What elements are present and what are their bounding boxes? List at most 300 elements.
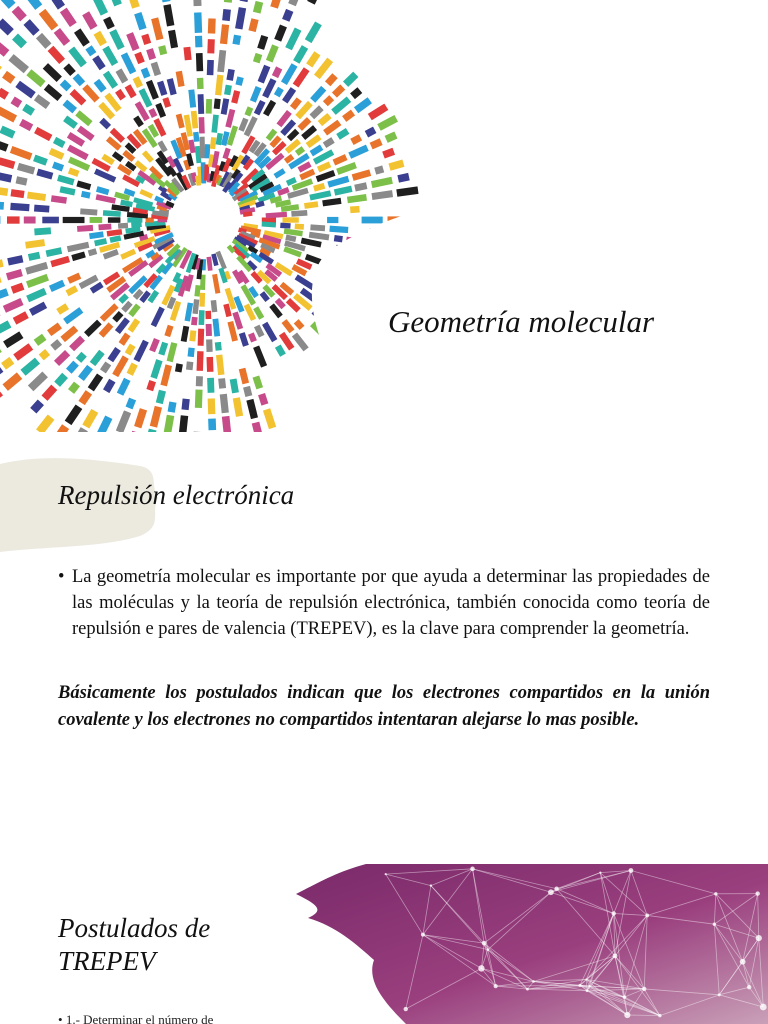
burst-segment	[133, 76, 143, 88]
burst-segment	[73, 74, 86, 87]
burst-segment	[334, 235, 343, 242]
burst-segment	[0, 57, 2, 74]
burst-segment	[60, 8, 77, 27]
network-node	[487, 948, 490, 951]
burst-segment	[322, 198, 341, 207]
network-background-image	[296, 864, 768, 1024]
burst-segment	[347, 194, 367, 203]
burst-segment	[96, 186, 109, 195]
burst-segment	[119, 333, 131, 346]
burst-segment	[230, 378, 239, 393]
burst-segment	[134, 408, 147, 428]
network-node	[586, 989, 589, 992]
network-node	[747, 985, 751, 989]
burst-segment	[30, 399, 44, 413]
burst-segment	[34, 334, 47, 346]
burst-segment	[0, 288, 9, 301]
burst-segment	[189, 330, 196, 341]
burst-segment	[120, 249, 136, 260]
burst-segment	[36, 33, 52, 49]
burst-segment	[354, 97, 372, 113]
burst-segment	[109, 235, 121, 243]
burst-segment	[323, 95, 334, 106]
network-node	[578, 984, 581, 987]
burst-segment	[368, 104, 389, 121]
network-node	[385, 873, 387, 875]
burst-segment	[109, 0, 122, 6]
burst-segment	[313, 183, 325, 192]
network-node	[404, 1007, 408, 1011]
burst-segment	[51, 195, 67, 204]
burst-segment	[68, 382, 80, 394]
burst-segment	[352, 169, 371, 181]
burst-segment	[188, 347, 195, 357]
burst-segment	[57, 175, 75, 186]
burst-segment	[27, 0, 42, 10]
burst-segment	[250, 86, 262, 103]
burst-segment	[275, 344, 286, 356]
slide-heading	[58, 912, 210, 978]
burst-segment	[199, 117, 205, 133]
burst-segment	[288, 0, 300, 6]
burst-segment	[99, 118, 111, 130]
burst-segment	[206, 339, 213, 352]
burst-segment	[108, 217, 121, 223]
burst-segment	[84, 320, 102, 337]
burst-segment	[334, 186, 353, 196]
burst-segment	[90, 350, 105, 366]
burst-segment	[333, 154, 348, 165]
burst-segment	[76, 352, 87, 363]
burst-segment	[216, 355, 224, 376]
burst-segment	[19, 119, 33, 131]
burst-segment	[49, 280, 65, 292]
burst-segment	[148, 290, 160, 303]
list-item-text: 1.- Determinar el número de	[65, 1012, 214, 1024]
burst-segment	[207, 39, 214, 53]
burst-segment	[42, 217, 59, 224]
burst-segment	[150, 359, 162, 379]
network-node	[613, 953, 618, 958]
burst-segment	[307, 0, 319, 5]
burst-segment	[96, 415, 112, 432]
network-node	[599, 872, 601, 874]
burst-segment	[24, 217, 36, 224]
burst-segment	[29, 302, 47, 316]
burst-segment	[7, 216, 20, 223]
burst-segment	[74, 28, 90, 46]
burst-segment	[226, 69, 234, 81]
burst-segment	[244, 304, 256, 322]
burst-segment	[164, 325, 173, 337]
burst-segment	[121, 52, 136, 74]
burst-segment	[36, 414, 54, 432]
burst-segment	[257, 35, 268, 50]
white-sweep	[300, 160, 768, 432]
burst-segment	[305, 21, 322, 43]
burst-segment	[92, 55, 105, 70]
burst-segment	[258, 65, 271, 84]
burst-segment	[196, 376, 203, 386]
burst-segment	[295, 146, 305, 156]
burst-segment	[0, 106, 17, 122]
burst-segment	[195, 389, 203, 408]
burst-segment	[151, 17, 163, 40]
burst-segment	[181, 399, 189, 411]
burst-segment	[211, 114, 218, 132]
bullet-dot: •	[58, 1012, 66, 1024]
burst-segment	[194, 12, 202, 33]
burst-segment	[36, 169, 53, 180]
burst-segment	[11, 283, 25, 294]
burst-segment	[210, 137, 216, 149]
burst-segment	[142, 150, 154, 162]
burst-segment	[186, 361, 193, 370]
burst-segment	[94, 168, 116, 182]
burst-segment	[34, 205, 50, 213]
burst-segment	[20, 358, 40, 376]
burst-segment	[336, 162, 357, 175]
burst-segment	[233, 296, 244, 313]
title-slide	[0, 0, 768, 432]
burst-segment	[23, 19, 39, 36]
burst-segment	[362, 217, 383, 224]
burst-segment	[206, 357, 213, 372]
network-node	[624, 1012, 630, 1018]
burst-segment	[317, 161, 331, 172]
burst-segment	[293, 45, 308, 64]
network-node	[612, 911, 616, 915]
network-node	[658, 1014, 661, 1017]
burst-segment	[17, 163, 35, 175]
burst-segment	[118, 223, 128, 229]
burst-segment	[282, 9, 293, 22]
burst-segment	[82, 11, 97, 30]
burst-segment	[208, 18, 216, 33]
burst-segment	[292, 332, 309, 351]
burst-segment	[272, 66, 282, 78]
burst-segment	[28, 252, 41, 261]
burst-segment	[244, 106, 253, 116]
burst-segment	[46, 247, 63, 257]
burst-segment	[63, 63, 75, 76]
burst-segment	[134, 52, 145, 64]
emphasis-paragraph: Básicamente los postulados indican que los electrones compartidos en la unión covalente y los electrones no compartidos intentaran alejarse lo mas posible.	[58, 683, 710, 730]
burst-segment	[220, 394, 229, 413]
burst-segment	[371, 177, 393, 188]
burst-segment	[0, 157, 15, 169]
burst-segment	[126, 32, 139, 51]
burst-segment	[76, 180, 91, 190]
burst-segment	[39, 9, 59, 31]
burst-segment	[176, 114, 185, 129]
burst-segment	[274, 25, 287, 42]
burst-segment	[232, 35, 241, 45]
burst-segment	[3, 331, 23, 348]
burst-segment	[235, 76, 243, 86]
network-node	[755, 891, 759, 895]
burst-segment	[10, 146, 33, 160]
burst-segment	[128, 318, 141, 332]
burst-segment	[15, 81, 35, 99]
burst-segment	[39, 349, 50, 360]
burst-segment	[163, 4, 174, 26]
burst-segment	[382, 148, 395, 159]
burst-segment	[287, 188, 309, 199]
burst-segment	[283, 217, 299, 222]
burst-segment	[348, 145, 368, 159]
burst-segment	[94, 238, 107, 246]
burst-segment	[41, 385, 57, 401]
burst-segment	[258, 393, 268, 406]
burst-segment	[221, 98, 230, 115]
burst-segment	[88, 373, 103, 391]
burst-segment	[12, 34, 27, 49]
burst-segment	[263, 100, 276, 117]
burst-segment	[222, 416, 232, 432]
burst-segment	[167, 78, 177, 95]
burst-segment	[167, 342, 178, 362]
bullet-dot: •	[58, 567, 65, 587]
burst-segment	[71, 251, 85, 261]
burst-segment	[0, 345, 2, 357]
burst-segment	[280, 223, 291, 229]
burst-segment	[222, 148, 230, 160]
burst-segment	[246, 399, 258, 419]
burst-segment	[220, 24, 229, 44]
burst-segment	[156, 390, 166, 404]
burst-segment	[197, 78, 204, 89]
burst-segment	[243, 386, 252, 397]
burst-segment	[207, 378, 214, 393]
burst-segment	[141, 34, 151, 45]
burst-segment	[157, 81, 167, 96]
burst-segment	[160, 0, 170, 2]
burst-segment	[63, 217, 85, 223]
network-node	[526, 988, 529, 991]
burst-segment	[75, 110, 92, 126]
burst-segment	[304, 201, 318, 209]
burst-segment	[254, 325, 264, 338]
burst-segment	[66, 361, 79, 374]
burst-segment	[103, 71, 118, 89]
burst-segment	[65, 404, 83, 425]
burst-segment	[217, 50, 226, 72]
burst-segment	[309, 190, 331, 200]
burst-segment	[233, 397, 243, 417]
burst-segment	[266, 44, 279, 62]
burst-segment	[370, 138, 383, 149]
burst-segment	[70, 89, 87, 105]
burst-segment	[0, 0, 16, 9]
burst-segment	[212, 274, 220, 294]
heading-line: Postulados de	[58, 913, 211, 943]
burst-segment	[52, 0, 65, 10]
radial-burst-graphic	[0, 0, 768, 432]
burst-segment	[274, 168, 286, 178]
burst-segment	[354, 182, 367, 191]
burst-segment	[332, 84, 345, 97]
burst-segment	[67, 242, 89, 252]
burst-segment	[139, 189, 153, 199]
burst-segment	[199, 293, 205, 307]
burst-segment	[126, 398, 137, 410]
burst-segment	[310, 86, 326, 103]
burst-segment	[52, 162, 64, 172]
network-node	[470, 867, 475, 872]
burst-segment	[193, 0, 202, 6]
burst-segment	[109, 29, 124, 50]
burst-segment	[90, 217, 103, 223]
burst-segment	[0, 88, 9, 100]
burst-segment	[0, 320, 11, 337]
burst-segment	[248, 18, 258, 32]
network-node	[623, 995, 627, 999]
burst-segment	[146, 380, 156, 391]
burst-segment	[385, 132, 398, 143]
burst-segment	[63, 116, 78, 129]
slide-heading: Repulsión electrónica	[58, 480, 295, 510]
burst-segment	[343, 72, 358, 87]
network-node	[629, 868, 634, 873]
burst-segment	[208, 418, 216, 430]
burst-segment	[198, 94, 205, 114]
burst-segment	[253, 375, 263, 389]
burst-segment	[78, 365, 93, 381]
burst-segment	[146, 48, 156, 60]
burst-segment	[56, 303, 69, 315]
burst-segment	[397, 173, 409, 183]
burst-segment	[48, 46, 65, 64]
burst-segment	[13, 343, 33, 361]
network-node	[482, 941, 487, 946]
burst-segment	[78, 390, 92, 405]
burst-segment	[188, 89, 196, 107]
network-node	[740, 959, 746, 965]
burst-segment	[0, 365, 3, 379]
burst-segment	[134, 340, 149, 362]
burst-segment	[102, 46, 118, 66]
burst-segment	[63, 100, 77, 114]
burst-segment	[13, 311, 29, 324]
burst-segment	[365, 127, 377, 138]
burst-segment	[158, 45, 167, 55]
burst-segment	[26, 274, 49, 288]
burst-segment	[179, 415, 189, 432]
burst-segment	[194, 285, 200, 297]
burst-segment	[26, 288, 47, 302]
burst-segment	[198, 329, 205, 346]
burst-segment	[199, 137, 205, 159]
burst-segment	[1, 357, 14, 370]
burst-segment	[54, 373, 68, 387]
burst-segment	[350, 206, 360, 213]
burst-segment	[306, 51, 320, 67]
burst-segment	[310, 105, 324, 119]
network-node	[548, 889, 554, 895]
burst-segment	[0, 126, 15, 139]
burst-segment	[253, 53, 262, 64]
burst-segment	[68, 168, 80, 177]
burst-segment	[25, 262, 48, 275]
burst-segment	[116, 410, 131, 432]
burst-segment	[195, 36, 202, 48]
network-node	[588, 985, 590, 987]
burst-segment	[235, 7, 246, 29]
burst-segment	[240, 0, 250, 2]
burst-segment	[6, 269, 23, 280]
burst-segment	[175, 363, 183, 372]
burst-segment	[342, 110, 355, 122]
list-item	[58, 1012, 213, 1024]
burst-segment	[54, 28, 70, 46]
burst-segment	[34, 94, 50, 109]
burst-segment	[205, 311, 211, 319]
burst-segment	[149, 338, 160, 352]
burst-segment	[10, 203, 29, 212]
network-node	[714, 892, 717, 895]
burst-segment	[270, 0, 283, 9]
burst-segment	[252, 422, 264, 432]
burst-segment	[0, 187, 8, 196]
burst-segment	[50, 256, 70, 267]
burst-segment	[96, 194, 116, 204]
burst-segment	[191, 111, 198, 129]
burst-segment	[294, 319, 305, 330]
network-node	[713, 922, 716, 925]
burst-segment	[396, 186, 418, 196]
burst-segment	[89, 231, 104, 239]
burst-segment	[274, 87, 284, 98]
burst-segment	[116, 68, 129, 83]
burst-segment	[11, 97, 23, 108]
burst-segment	[350, 87, 362, 99]
burst-segment	[214, 99, 221, 110]
burst-segment	[255, 201, 265, 208]
burst-segment	[168, 401, 177, 412]
burst-segment	[374, 165, 384, 174]
burst-segment	[0, 172, 12, 182]
burst-segment	[371, 190, 393, 200]
burst-segment	[310, 224, 325, 231]
burst-segment	[168, 30, 178, 49]
burst-segment	[150, 406, 162, 428]
burst-segment	[176, 71, 185, 87]
burst-segment	[0, 259, 4, 271]
postulates-slide	[0, 864, 768, 1024]
burst-segment	[151, 307, 165, 328]
burst-segment	[215, 342, 222, 351]
burst-segment	[262, 322, 277, 342]
burst-segment	[183, 47, 191, 61]
burst-segment	[158, 342, 168, 356]
burst-segment	[148, 108, 157, 118]
burst-segment	[192, 299, 199, 314]
burst-segment	[206, 257, 212, 271]
burst-segment	[94, 79, 107, 93]
burst-segment	[206, 324, 212, 336]
slide-title: Geometría molecular	[388, 304, 655, 339]
burst-segment	[163, 415, 174, 432]
burst-segment	[162, 97, 171, 108]
burst-segment	[60, 80, 72, 92]
burst-segment	[54, 350, 70, 366]
burst-segment	[88, 248, 97, 256]
burst-segment	[117, 378, 131, 396]
burst-segment	[211, 300, 218, 312]
bullet-text: La geometría molecular es importante por que ayuda a determinar las propiedades de las moléculas y la teoría de repulsión electrónica, también conocida como teoría de repulsión e pares de valencia (TREPEV), es la clave para comprender la geometría.	[72, 567, 710, 639]
burst-segment	[253, 1, 263, 14]
